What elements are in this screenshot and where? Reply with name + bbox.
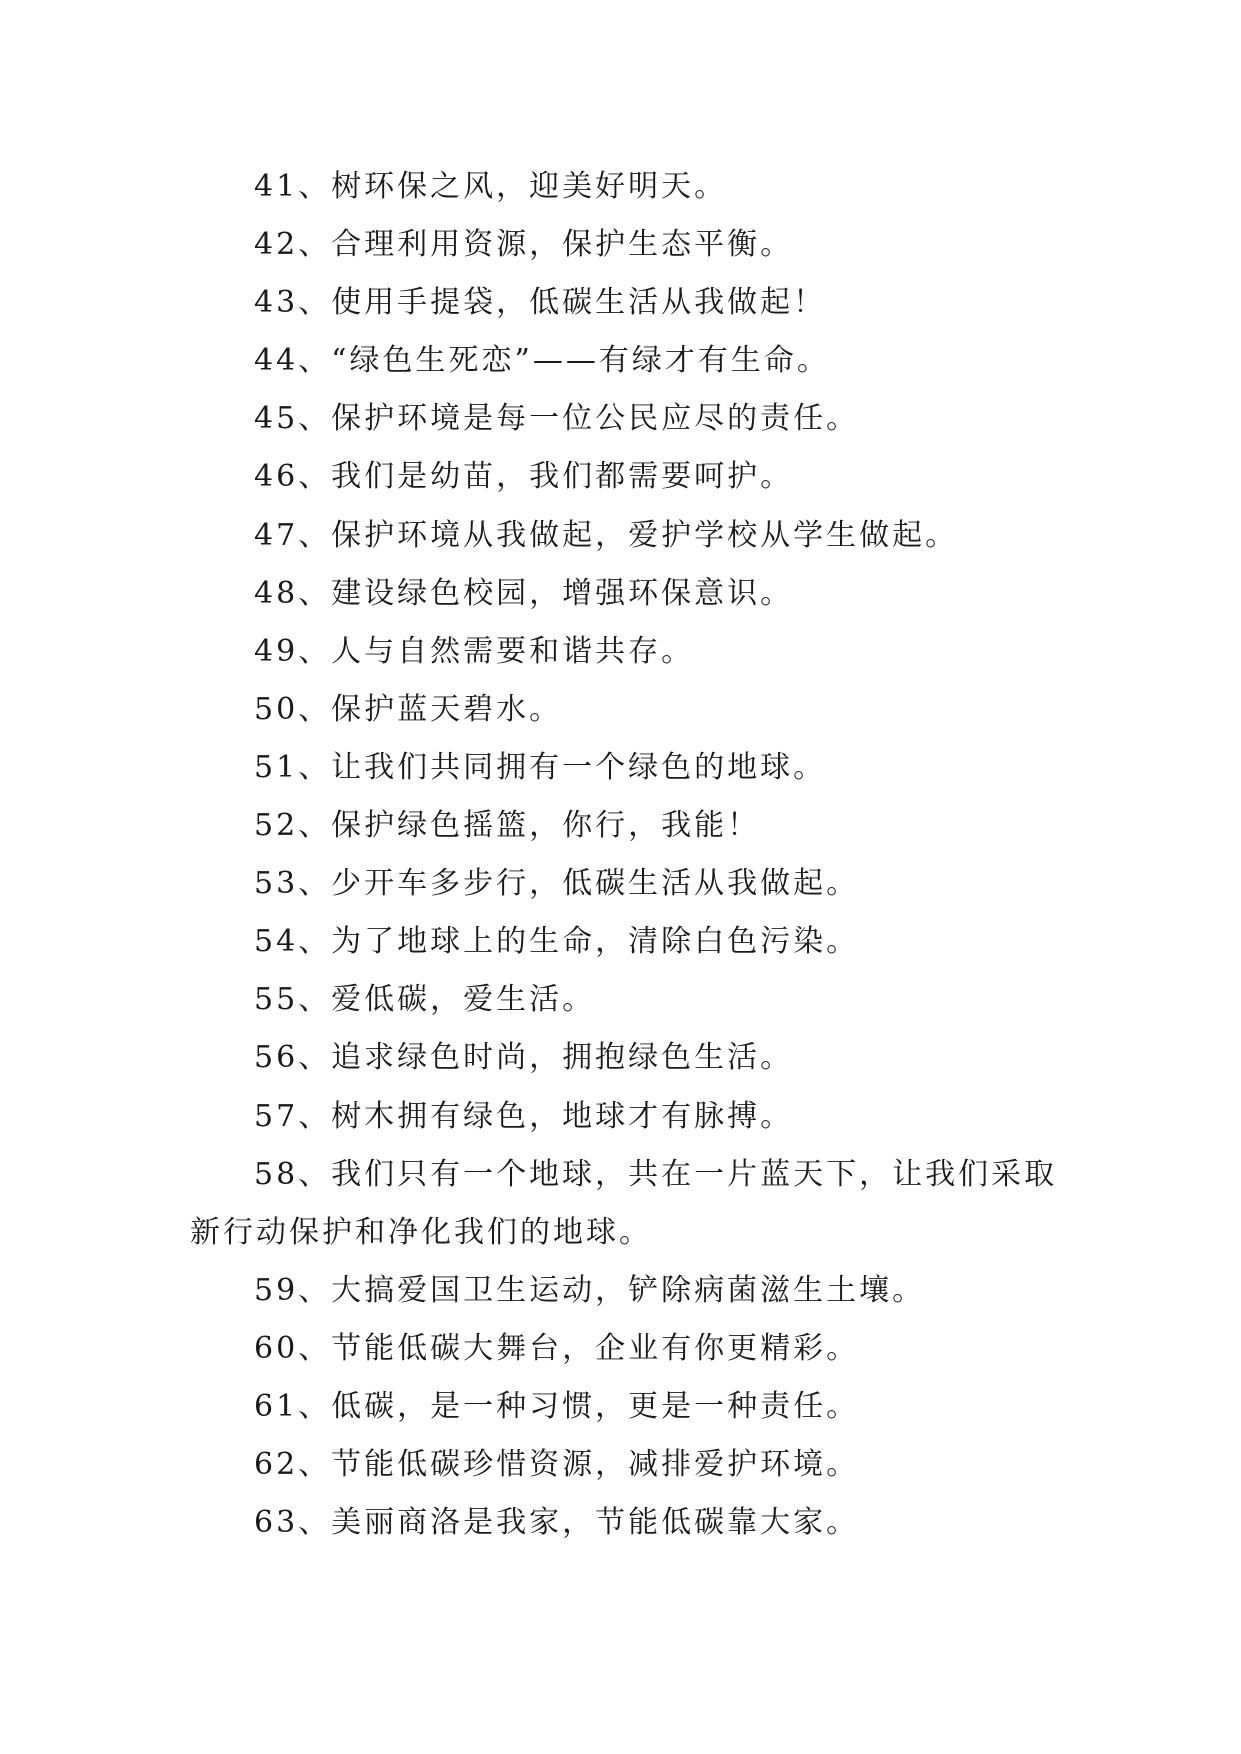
list-item: 61、低碳，是一种习惯，更是一种责任。	[254, 1388, 860, 1424]
list-item: 45、保护环境是每一位公民应尽的责任。	[254, 401, 860, 437]
list-item: 43、使用手提袋，低碳生活从我做起！	[254, 285, 827, 321]
list-item: 48、建设绿色校园，增强环保意识。	[254, 575, 794, 611]
list-item: 42、合理利用资源，保护生态平衡。	[254, 227, 794, 263]
list-item-continuation: 新行动保护和净化我们的地球。	[190, 1214, 652, 1250]
list-item: 63、美丽商洛是我家，节能低碳靠大家。	[254, 1505, 860, 1541]
list-item: 47、保护环境从我做起，爱护学校从学生做起。	[254, 517, 959, 553]
list-item: 44、“绿色生死恋”——有绿才有生命。	[254, 343, 830, 379]
list-item: 60、节能低碳大舞台，企业有你更精彩。	[254, 1330, 860, 1366]
list-item: 56、追求绿色时尚，拥抱绿色生活。	[254, 1040, 794, 1076]
list-item: 46、我们是幼苗，我们都需要呵护。	[254, 459, 794, 495]
list-item: 51、让我们共同拥有一个绿色的地球。	[254, 749, 827, 785]
list-item: 41、树环保之风，迎美好明天。	[254, 169, 728, 204]
list-item: 62、节能低碳珍惜资源，减排爱护环境。	[254, 1447, 860, 1483]
list-item: 57、树木拥有绿色，地球才有脉搏。	[254, 1098, 794, 1134]
list-item: 52、保护绿色摇篮，你行，我能！	[254, 808, 761, 844]
list-item: 55、爱低碳，爱生活。	[254, 982, 596, 1018]
list-item: 53、少开车多步行，低碳生活从我做起。	[254, 866, 860, 902]
list-item: 49、人与自然需要和谐共存。	[254, 633, 695, 669]
list-item: 59、大搞爱国卫生运动，铲除病菌滋生土壤。	[254, 1272, 926, 1308]
list-item: 50、保护蓝天碧水。	[254, 691, 563, 727]
slogan-list	[190, 158, 1060, 1552]
list-item: 58、我们只有一个地球，共在一片蓝天下，让我们采取	[254, 1156, 1058, 1192]
list-item: 54、为了地球上的生命，清除白色污染。	[254, 924, 860, 960]
